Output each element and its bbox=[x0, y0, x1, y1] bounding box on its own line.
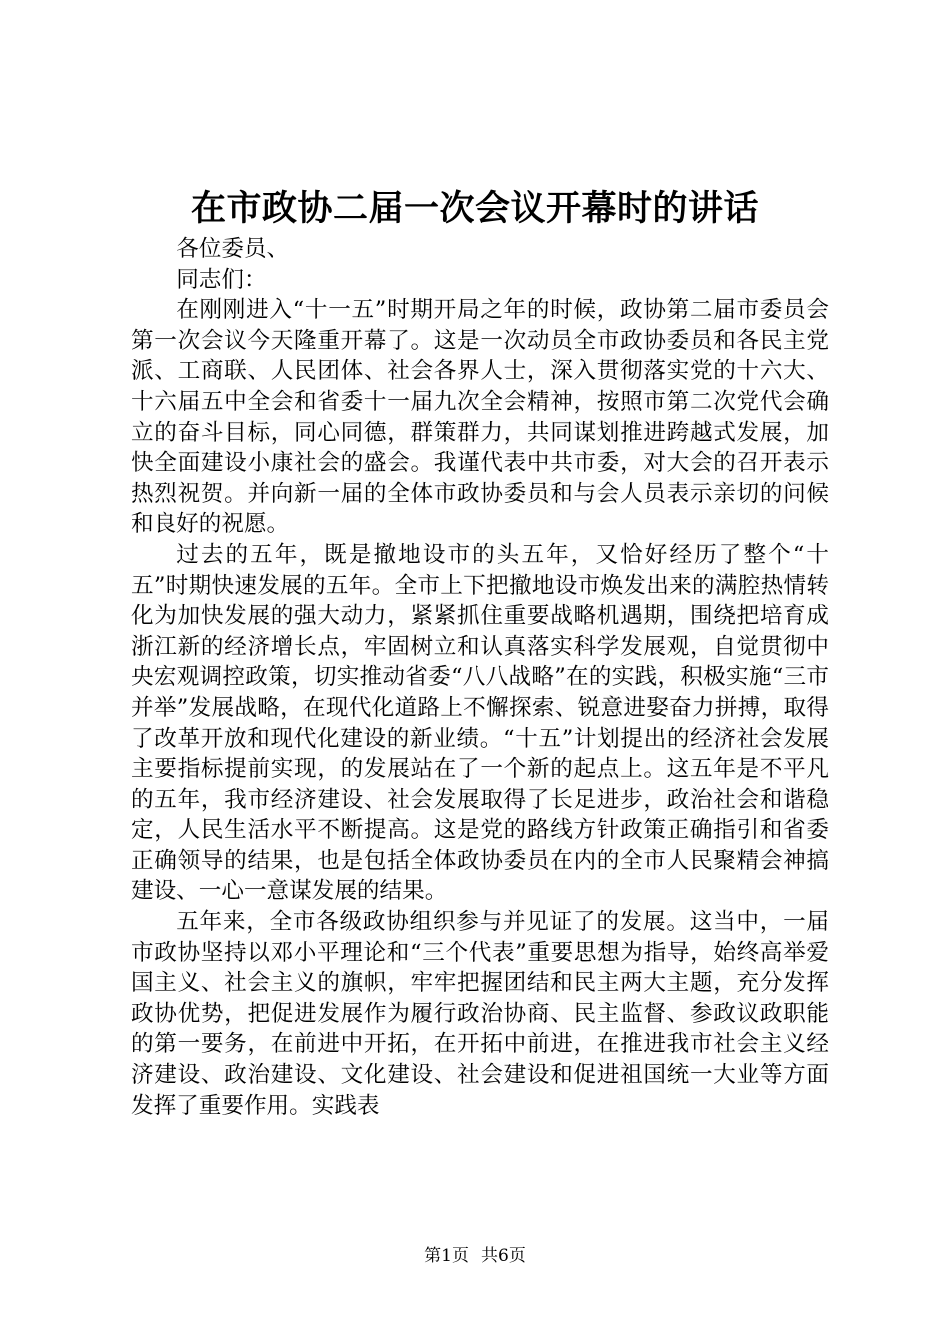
document-title: 在市政协二届一次会议开幕时的讲话 bbox=[190, 188, 759, 229]
page-total: 共6页 bbox=[481, 1246, 526, 1266]
body-paragraph: 过去的五年，既是撤地设市的头五年，又恰好经历了整个“十五”时期快速发展的五年。全市上下把撤地设市焕发出来的满腔热情转化为加快发展的强大动力，紧紧抓住重要战略机遇期，围绕把培育成浙江新的经济增长点，牢固树立和认真落实科学发展观，自觉贯彻中央宏观调控政策，切实推动省委“八八战略”在的实践，积极实施“三市并举”发展战略，在现代化道路上不懈探索、锐意进娶奋力拼搏，取得了改革开放和现代化建设的新业绩。“十五”计划提出的经济社会发展主要指标提前实现，的发展站在了一个新的起点上。这五年是不平凡的五年，我市经济建设、社会发展取得了长足进步，政治社会和谐稳定，人民生活水平不断提高。这是党的路线方针政策正确指引和省委正确领导的结果，也是包括全体政协委员在内的全市人民聚精会神搞建设、一心一意谋发展的结果。 bbox=[131, 541, 829, 905]
page-footer bbox=[0, 1245, 950, 1267]
body-paragraph: 在刚刚进入“十一五”时期开局之年的时候，政协第二届市委员会第一次会议今天隆重开幕了。这是一次动员全市政协委员和各民主党派、工商联、人民团体、社会各界人士，深入贯彻落实党的十六大、十六届五中全会和省委十一届九次全会精神，按照市第二次党代会确立的奋斗目标，同心同德，群策群力，共同谋划推进跨越式发展，加快全面建设小康社会的盛会。我谨代表中共市委，对大会的召开表示热烈祝贺。并向新一届的全体市政协委员和与会人员表示亲切的问候和良好的祝愿。 bbox=[131, 297, 829, 538]
salutation-line: 各位委员、 bbox=[176, 236, 290, 262]
page-number: 第1页 bbox=[424, 1246, 469, 1266]
body-paragraph: 五年来，全市各级政协组织参与并见证了的发展。这当中，一届市政协坚持以邓小平理论和“三个代表”重要思想为指导，始终高举爱国主义、社会主义的旗帜，牢牢把握团结和民主两大主题，充分发挥政协优势，把促进发展作为履行政治协商、民主监督、参政议政职能的第一要务，在前进中开拓，在开拓中前进，在推进我市社会主义经济建设、政治建设、文化建设、社会建设和促进祖国统一大业等方面发挥了重要作用。实践表 bbox=[131, 909, 829, 1119]
salutation-line: 同志们： bbox=[176, 266, 267, 293]
document-body bbox=[131, 234, 829, 1121]
